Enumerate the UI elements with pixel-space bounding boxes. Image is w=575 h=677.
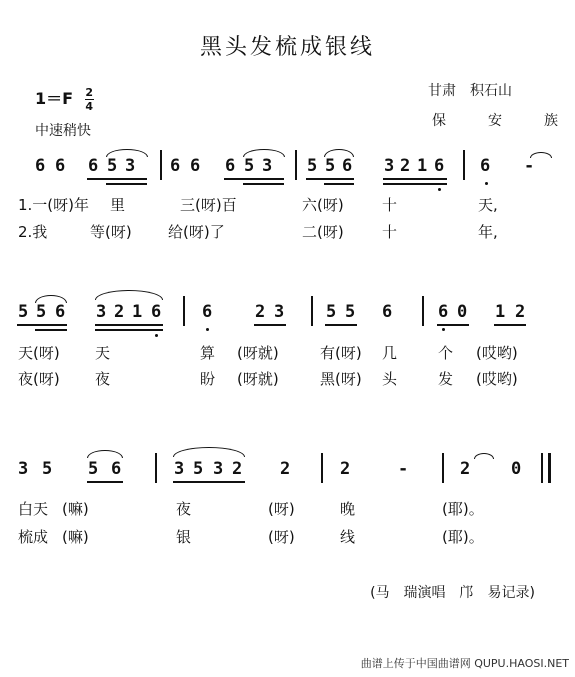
lower-octave-dot: [206, 328, 209, 331]
beam-line: [383, 178, 447, 180]
slur: [35, 295, 67, 303]
barline: [160, 150, 162, 180]
lyric: (呀就): [237, 344, 279, 362]
barline: [463, 150, 465, 180]
beam-line: [87, 178, 147, 180]
lyric: (嘛): [62, 500, 89, 518]
note: 5: [42, 459, 53, 479]
lyric: (耶)。: [442, 500, 484, 518]
note: 3: [274, 302, 285, 322]
note: 6: [202, 302, 213, 322]
lyric: 盼: [200, 370, 216, 388]
lyric: 天,: [478, 196, 498, 214]
note: 2: [515, 302, 526, 322]
lyric: 个: [438, 344, 454, 362]
time-signature: [85, 87, 94, 112]
final-barline: [548, 453, 551, 483]
key-signature: [35, 86, 94, 112]
note: -: [398, 459, 409, 479]
note: 5: [107, 156, 118, 176]
note: 6: [111, 459, 122, 479]
note: 6: [190, 156, 201, 176]
note: 1: [417, 156, 428, 176]
lyric: 几: [382, 344, 398, 362]
note: 5: [307, 156, 318, 176]
beam-line: [95, 324, 163, 326]
beam-line: [243, 183, 284, 185]
lyric: 等(呀): [90, 223, 132, 241]
slur: [324, 149, 354, 157]
breath-mark: [530, 152, 552, 158]
beam-line: [87, 481, 123, 483]
slur: [106, 149, 148, 157]
lyric: 梳成: [18, 528, 49, 546]
lyric: (呀): [268, 528, 295, 546]
lyric: 银: [176, 528, 192, 546]
lyric: 二(呀): [302, 223, 344, 241]
lyric: 天(呀): [18, 344, 60, 362]
lyric: 有(呀): [320, 344, 362, 362]
note: 5: [18, 302, 29, 322]
note: 5: [193, 459, 204, 479]
lyric: 天: [95, 344, 111, 362]
performer-credit: (马 瑞演唱 邝 易记录): [370, 585, 535, 601]
beam-line: [173, 481, 245, 483]
lyric: 里: [110, 196, 126, 214]
barline: [541, 453, 543, 483]
lyric: 黑(呀): [320, 370, 362, 388]
note: 6: [382, 302, 393, 322]
slur: [95, 290, 163, 300]
note: 3: [96, 302, 107, 322]
note: 6: [438, 302, 449, 322]
note: 0: [457, 302, 468, 322]
beam-line: [383, 183, 447, 185]
note: 5: [326, 302, 337, 322]
time-sig-top: 2: [85, 86, 93, 99]
lyric: 三(呀)百: [180, 196, 237, 214]
lyric: 发: [438, 370, 454, 388]
note: 2: [280, 459, 291, 479]
origin: 甘肃 积石山: [428, 83, 512, 99]
note: 6: [170, 156, 181, 176]
beam-line: [324, 183, 354, 185]
lower-octave-dot: [438, 188, 441, 191]
lyric: 夜(呀): [18, 370, 60, 388]
barline: [442, 453, 444, 483]
note: 6: [434, 156, 445, 176]
lyric: 算: [200, 344, 216, 362]
lyric: 1.一(呀)年: [18, 196, 90, 214]
note: 3: [384, 156, 395, 176]
note: 5: [345, 302, 356, 322]
lyric: 年,: [478, 223, 498, 241]
note: 3: [125, 156, 136, 176]
lyric: 夜: [95, 370, 111, 388]
song-title: 黑头发梳成银线: [199, 35, 375, 60]
lower-octave-dot: [155, 334, 158, 337]
note: 6: [151, 302, 162, 322]
barline: [311, 296, 313, 326]
note: 2: [460, 459, 471, 479]
barline: [155, 453, 157, 483]
lower-octave-dot: [442, 328, 445, 331]
lyric: (呀就): [237, 370, 279, 388]
note: 5: [36, 302, 47, 322]
note: 6: [225, 156, 236, 176]
ethnicity: 保 安 族: [432, 113, 572, 129]
note: 1: [132, 302, 143, 322]
beam-line: [437, 324, 469, 326]
note: 2: [400, 156, 411, 176]
beam-line: [325, 324, 357, 326]
note: 3: [174, 459, 185, 479]
beam-line: [95, 329, 163, 331]
tempo-marking: 中速稍快: [35, 123, 91, 139]
lyric: 给(呀)了: [168, 223, 225, 241]
lyric: (嘛): [62, 528, 89, 546]
time-sig-bottom: 4: [85, 100, 93, 113]
lyric: 晚: [340, 500, 356, 518]
lyric: 线: [340, 528, 356, 546]
note: 6: [55, 302, 66, 322]
note: 2: [340, 459, 351, 479]
barline: [295, 150, 297, 180]
note: 2: [232, 459, 243, 479]
beam-line: [224, 178, 284, 180]
watermark: 曲谱上传于中国曲谱网 QUPU.HAOSI.NET: [360, 657, 569, 670]
beam-line: [306, 178, 354, 180]
note: 6: [342, 156, 353, 176]
note: 3: [213, 459, 224, 479]
lyric: 头: [382, 370, 398, 388]
note: 5: [325, 156, 336, 176]
note: 2: [255, 302, 266, 322]
note: 3: [262, 156, 273, 176]
lower-octave-dot: [485, 182, 488, 185]
note: 1: [495, 302, 506, 322]
lyric: (哎哟): [476, 370, 518, 388]
beam-line: [494, 324, 526, 326]
note: 5: [88, 459, 99, 479]
lyric: 六(呀): [302, 196, 344, 214]
barline: [422, 296, 424, 326]
note: -: [524, 156, 535, 176]
lyric: 2.我: [18, 223, 48, 241]
lyric: (呀): [268, 500, 295, 518]
note: 5: [244, 156, 255, 176]
lyric: 十: [382, 223, 398, 241]
beam-line: [17, 324, 67, 326]
note: 6: [88, 156, 99, 176]
key-label: 1＝F: [35, 89, 74, 108]
lyric: (哎哟): [476, 344, 518, 362]
beam-line: [106, 183, 147, 185]
breath-mark: [474, 453, 494, 459]
note: 6: [480, 156, 491, 176]
note: 6: [35, 156, 46, 176]
lyric: 夜: [176, 500, 192, 518]
slur: [87, 450, 123, 458]
lyric: (耶)。: [442, 528, 484, 546]
lyric: 十: [382, 196, 398, 214]
note: 6: [55, 156, 66, 176]
note: 0: [511, 459, 522, 479]
slur: [173, 447, 245, 457]
barline: [183, 296, 185, 326]
note: 3: [18, 459, 29, 479]
slur: [243, 149, 285, 157]
lyric: 白天: [18, 500, 49, 518]
barline: [321, 453, 323, 483]
beam-line: [35, 329, 67, 331]
beam-line: [254, 324, 286, 326]
note: 2: [114, 302, 125, 322]
